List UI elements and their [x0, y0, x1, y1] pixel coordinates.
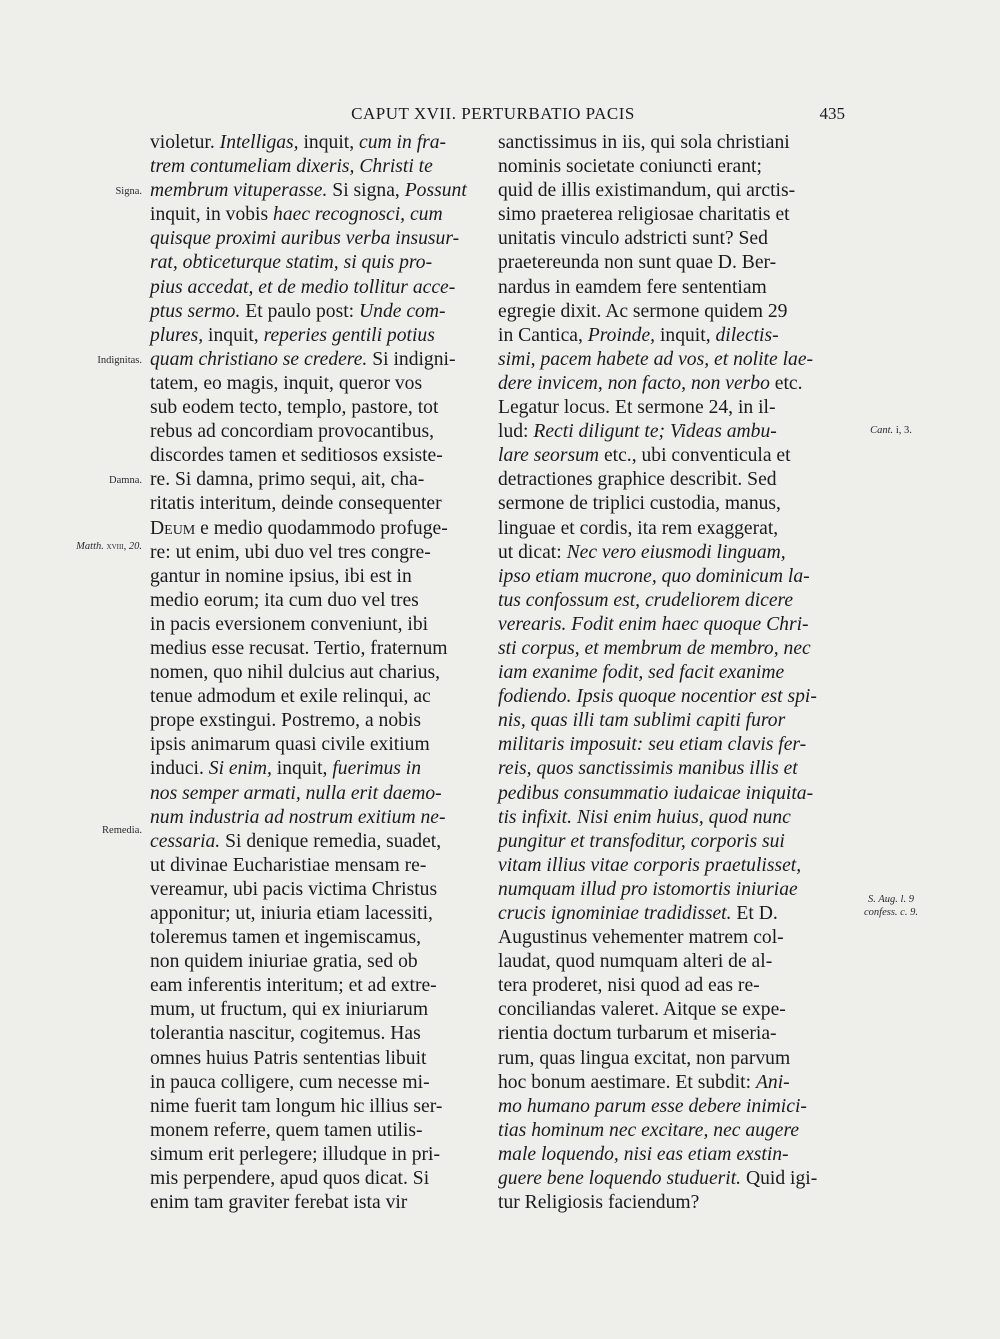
- text-segment: nardus in eamdem fere sententiam: [498, 276, 767, 298]
- marginal-note-line: [30, 475, 142, 486]
- text-line: [498, 902, 838, 926]
- italic-quotation: fuerimus in: [332, 758, 422, 780]
- text-segment: ut dicat:: [498, 541, 567, 563]
- text-line: [498, 131, 838, 155]
- italic-quotation: tus confossum est, crudeliorem dicere: [498, 589, 794, 611]
- text-segment: rebus ad concordiam provocantibus,: [150, 421, 435, 443]
- text-segment: discordes tamen et seditiosos exsiste-: [150, 445, 443, 467]
- text-segment: induci.: [150, 758, 209, 780]
- marginal-note-line: [846, 893, 936, 906]
- text-line: [150, 1119, 490, 1143]
- text-line: [498, 348, 838, 372]
- text-segment: etc., ubi conventicula et: [599, 445, 791, 467]
- text-line: [498, 733, 838, 757]
- italic-quotation: quisque proximi auribus verba insusur-: [150, 228, 460, 250]
- marginal-note-line: [846, 424, 936, 437]
- text-line: [498, 1071, 838, 1095]
- text-line: [150, 155, 490, 179]
- italic-quotation: vitam illius vitae corporis praetulisset,: [498, 854, 802, 876]
- marginal-note-text: Signa.: [115, 186, 142, 197]
- text-segment: Et D.: [731, 903, 778, 924]
- text-line: [498, 806, 838, 830]
- text-segment: detractiones graphice describit. Sed: [498, 469, 777, 491]
- text-segment: vereamur, ubi pacis victima Christus: [150, 878, 438, 900]
- text-line: [498, 1119, 838, 1143]
- text-line: [498, 444, 838, 468]
- italic-quotation: male loquendo, nisi eas etiam exstin-: [498, 1143, 789, 1165]
- text-line: [150, 806, 490, 830]
- italic-quotation: reis, quos sanctissimis manibus illis et: [498, 758, 798, 780]
- text-line: [498, 372, 838, 396]
- text-line: [498, 468, 838, 492]
- text-segment: apponitur; ut, iniuria etiam lacessiti,: [150, 903, 433, 924]
- text-column-right: [498, 131, 838, 1215]
- italic-quotation: verearis. Fodit enim haec quoque Chri-: [498, 613, 809, 635]
- italic-quotation: Nec vero eiusmodi linguam,: [566, 541, 786, 563]
- text-segment: simo praeterea religiosae charitatis et: [498, 204, 790, 226]
- text-line: [498, 854, 838, 878]
- text-line: [150, 372, 490, 396]
- italic-quotation: cessaria.: [150, 830, 221, 852]
- text-line: [150, 276, 490, 300]
- text-line: [150, 203, 490, 227]
- text-line: [150, 420, 490, 444]
- page-header: [0, 104, 1000, 128]
- text-segment: in Cantica,: [498, 324, 588, 346]
- italic-quotation: haec recognosci, cum: [273, 204, 443, 226]
- text-segment: prope exstingui. Postremo, a nobis: [150, 710, 422, 732]
- text-line: [150, 757, 490, 781]
- text-segment: etc.: [769, 372, 803, 394]
- text-line: [498, 1191, 838, 1215]
- text-line: [498, 685, 838, 709]
- italic-quotation: membrum vituperasse.: [150, 180, 328, 202]
- marginal-note-line: [30, 186, 142, 197]
- text-segment: Et paulo post:: [240, 300, 360, 322]
- italic-quotation: Intelligas,: [219, 132, 299, 153]
- marginal-note-text: 20.: [128, 541, 142, 552]
- marginal-note-text: S. Aug. l. 9: [868, 894, 914, 905]
- marginal-note-text: Cant.: [870, 425, 894, 436]
- small-caps-text: Deum: [150, 517, 196, 539]
- text-column-left: [150, 131, 490, 1215]
- text-line: [150, 926, 490, 950]
- text-segment: ut divinae Eucharistiae mensam re-: [150, 854, 427, 876]
- marginal-note: [30, 355, 142, 366]
- text-segment: sanctissimus in iis, qui sola christiani: [498, 132, 790, 153]
- text-line: [150, 517, 490, 541]
- text-line: [498, 203, 838, 227]
- text-line: [498, 396, 838, 420]
- text-segment: tenue admodum et exile relinqui, ac: [150, 686, 431, 708]
- italic-quotation: quam christiano se credere.: [150, 348, 368, 370]
- text-line: [150, 565, 490, 589]
- text-segment: in pauca colligere, cum necesse mi-: [150, 1071, 430, 1093]
- text-line: [498, 227, 838, 251]
- text-line: [150, 541, 490, 565]
- marginal-note: [30, 475, 142, 486]
- text-segment: Augustinus vehementer matrem col-: [498, 927, 784, 949]
- italic-quotation: Ani-: [755, 1071, 790, 1093]
- text-segment: medius esse recusat. Tertio, fraternum: [150, 637, 448, 659]
- marginal-note-line: [30, 825, 142, 836]
- text-line: [498, 565, 838, 589]
- text-line: [498, 1143, 838, 1167]
- italic-quotation: Proinde,: [587, 324, 656, 346]
- text-line: [150, 1047, 490, 1071]
- italic-quotation: dere invicem, non facto, non verbo: [498, 372, 770, 394]
- text-line: [498, 324, 838, 348]
- italic-quotation: tis infixit. Nisi enim huius, quod nunc: [498, 806, 791, 828]
- italic-quotation: fodiendo. Ipsis quoque nocentior est spi-: [498, 686, 817, 708]
- marginal-note: [846, 893, 936, 919]
- text-segment: Legatur locus. Et sermone 24, in il-: [498, 397, 776, 419]
- italic-quotation: guere bene loquendo studuerit.: [498, 1168, 742, 1190]
- text-segment: e medio quodammodo profuge-: [195, 517, 448, 539]
- italic-quotation: ipso etiam mucrone, quo dominicum la-: [498, 565, 810, 587]
- text-segment: mum, ut fructum, qui ex iniuriarum: [150, 999, 429, 1021]
- text-line: [150, 1095, 490, 1119]
- text-segment: tolerantia nascitur, cogitemus. Has: [150, 1023, 421, 1045]
- italic-quotation: pius accedat, et de medio tollitur acce-: [150, 276, 456, 298]
- text-line: [150, 733, 490, 757]
- text-line: [498, 517, 838, 541]
- italic-quotation: numquam illud pro istomortis iniuriae: [498, 878, 798, 900]
- text-segment: nime fuerit tam longum hic illius ser-: [150, 1095, 443, 1117]
- text-line: [498, 661, 838, 685]
- text-line: [150, 637, 490, 661]
- text-segment: inquit, in vobis: [150, 204, 274, 226]
- text-segment: mis perpendere, apud quos dicat. Si: [150, 1168, 430, 1190]
- text-line: [150, 974, 490, 998]
- italic-quotation: simi, pacem habete ad vos, et nolite lae-: [498, 348, 814, 370]
- italic-quotation: pungitur et transfoditur, corporis sui: [498, 830, 785, 852]
- italic-quotation: num industria ad nostrum exitium ne-: [150, 806, 446, 828]
- marginal-note-line: [846, 906, 936, 919]
- text-line: [498, 878, 838, 902]
- text-line: [150, 782, 490, 806]
- text-segment: omnes huius Patris sententias libuit: [150, 1047, 427, 1069]
- text-segment: hoc bonum aestimare. Et subdit:: [498, 1071, 756, 1093]
- text-line: [498, 1095, 838, 1119]
- text-line: [498, 782, 838, 806]
- marginal-note-text: confess. c. 9.: [864, 907, 918, 918]
- italic-quotation: militaris imposuit: seu etiam clavis fer-: [498, 734, 807, 756]
- text-segment: ritatis interitum, deinde consequenter: [150, 493, 442, 515]
- text-line: [498, 1022, 838, 1046]
- italic-quotation: tias hominum nec excitare, nec augere: [498, 1119, 800, 1141]
- marginal-note-line: [30, 355, 142, 366]
- text-segment: eam inferentis interitum; et ad extre-: [150, 975, 437, 997]
- text-segment: Si signa,: [327, 180, 405, 202]
- text-segment: rientia doctum turbarum et miseria-: [498, 1023, 777, 1045]
- text-line: [150, 300, 490, 324]
- text-segment: conciliandas valeret. Aitque se expe-: [498, 999, 786, 1021]
- text-line: [498, 637, 838, 661]
- text-segment: tatem, eo magis, inquit, queror vos: [150, 372, 423, 394]
- marginal-note: [30, 825, 142, 836]
- italic-quotation: sti corpus, et membrum de membro, nec: [498, 637, 811, 659]
- text-segment: ipsis animarum quasi civile exitium: [150, 734, 430, 756]
- text-segment: nomen, quo nihil dulcius aut charius,: [150, 662, 441, 684]
- italic-quotation: Unde com-: [359, 300, 446, 322]
- marginal-note-text: Remedia.: [102, 825, 142, 836]
- text-line: [498, 709, 838, 733]
- text-line: [498, 974, 838, 998]
- italic-quotation: mo humano parum esse debere inimici-: [498, 1095, 807, 1117]
- text-line: [498, 926, 838, 950]
- text-segment: laudat, quod numquam alteri de al-: [498, 951, 773, 973]
- text-segment: non quidem iniuriae gratia, sed ob: [150, 951, 418, 973]
- marginal-note: [30, 186, 142, 197]
- marginal-note-text: xviii,: [103, 541, 129, 552]
- text-line: [150, 348, 490, 372]
- text-segment: inquit,: [298, 132, 360, 153]
- running-title: CAPUT XVII. PERTURBATIO PACIS: [351, 104, 635, 123]
- italic-quotation: plures,: [150, 324, 204, 346]
- text-line: [150, 950, 490, 974]
- text-line: [498, 1047, 838, 1071]
- text-segment: inquit,: [203, 324, 264, 346]
- text-line: [498, 300, 838, 324]
- italic-quotation: ptus sermo.: [150, 300, 241, 322]
- text-line: [150, 1191, 490, 1215]
- text-segment: praetereunda non sunt quae D. Ber-: [498, 252, 777, 274]
- text-line: [150, 613, 490, 637]
- text-segment: re. Si damna, primo sequi, ait, cha-: [150, 469, 425, 491]
- text-line: [150, 1071, 490, 1095]
- text-segment: tur Religiosis faciendum?: [498, 1192, 700, 1214]
- italic-quotation: Si enim,: [208, 758, 272, 780]
- text-segment: rum, quas lingua excitat, non parvum: [498, 1047, 791, 1069]
- text-segment: Si denique remedia, suadet,: [220, 830, 442, 852]
- text-segment: lud:: [498, 421, 534, 443]
- italic-quotation: iam exanime fodit, sed facit exanime: [498, 662, 785, 684]
- text-line: [150, 1143, 490, 1167]
- italic-quotation: nis, quas illi tam sublimi capiti furor: [498, 710, 786, 732]
- text-line: [150, 830, 490, 854]
- text-line: [150, 468, 490, 492]
- text-segment: Quid igi-: [741, 1168, 818, 1190]
- text-line: [150, 396, 490, 420]
- marginal-note-text: i, 3.: [893, 425, 912, 436]
- text-segment: sermone de triplici custodia, manus,: [498, 493, 781, 515]
- text-segment: simum erit perlegere; illudque in pri-: [150, 1143, 441, 1165]
- text-line: [150, 251, 490, 275]
- italic-quotation: crucis ignominiae tradidisset.: [498, 903, 732, 924]
- text-line: [150, 324, 490, 348]
- text-segment: inquit,: [271, 758, 333, 780]
- text-segment: unitatis vinculo adstricti sunt? Sed: [498, 228, 768, 250]
- text-line: [150, 444, 490, 468]
- marginal-note-text: Matth.: [76, 541, 104, 552]
- italic-quotation: lare seorsum: [498, 445, 600, 467]
- italic-quotation: pedibus consummatio iudaicae iniquita-: [498, 782, 814, 804]
- text-line: [150, 492, 490, 516]
- text-segment: tera proderet, nisi quod ad eas re-: [498, 975, 760, 997]
- italic-quotation: trem contumeliam dixeris, Christi te: [150, 156, 433, 178]
- text-line: [498, 1167, 838, 1191]
- text-segment: sub eodem tecto, templo, pastore, tot: [150, 397, 439, 419]
- text-line: [150, 179, 490, 203]
- italic-quotation: dilectis-: [715, 324, 779, 346]
- text-line: [150, 998, 490, 1022]
- text-line: [150, 902, 490, 926]
- text-line: [150, 1167, 490, 1191]
- text-line: [498, 950, 838, 974]
- text-line: [498, 179, 838, 203]
- italic-quotation: nos semper armati, nulla erit daemo-: [150, 782, 442, 804]
- marginal-note: [846, 424, 936, 437]
- text-line: [498, 492, 838, 516]
- marginal-note-line: [30, 541, 142, 552]
- text-segment: enim tam graviter ferebat ista vir: [150, 1192, 408, 1214]
- text-line: [150, 685, 490, 709]
- text-line: [150, 854, 490, 878]
- text-line: [498, 155, 838, 179]
- text-line: [498, 420, 838, 444]
- text-segment: violetur.: [150, 132, 220, 153]
- text-segment: re: ut enim, ubi duo vel tres congre-: [150, 541, 431, 563]
- text-line: [150, 878, 490, 902]
- text-segment: nominis societate coniuncti erant;: [498, 156, 762, 178]
- text-segment: quid de illis existimandum, qui arctis-: [498, 180, 796, 202]
- text-line: [498, 613, 838, 637]
- text-segment: toleremus tamen et ingemiscamus,: [150, 927, 421, 949]
- italic-quotation: cum in fra-: [359, 132, 447, 153]
- text-line: [150, 131, 490, 155]
- text-line: [150, 661, 490, 685]
- text-line: [498, 757, 838, 781]
- text-line: [150, 589, 490, 613]
- text-segment: monem referre, quem tamen utilis-: [150, 1119, 423, 1141]
- text-line: [150, 227, 490, 251]
- text-line: [498, 830, 838, 854]
- text-segment: medio eorum; ita cum duo vel tres: [150, 589, 419, 611]
- text-line: [150, 709, 490, 733]
- text-segment: Si indigni-: [367, 348, 456, 370]
- text-segment: inquit,: [655, 324, 716, 346]
- text-line: [150, 1022, 490, 1046]
- text-line: [498, 276, 838, 300]
- page-number: 435: [819, 104, 845, 123]
- italic-quotation: Recti diligunt te; Videas ambu-: [533, 421, 777, 443]
- marginal-note: [30, 541, 142, 552]
- italic-quotation: Possunt: [404, 180, 467, 202]
- text-line: [498, 589, 838, 613]
- marginal-note-text: Damna.: [109, 475, 142, 486]
- italic-quotation: reperies gentili potius: [263, 324, 435, 346]
- text-segment: gantur in nomine ipsius, ibi est in: [150, 565, 412, 587]
- text-line: [498, 998, 838, 1022]
- text-segment: in pacis eversionem conveniunt, ibi: [150, 613, 429, 635]
- text-segment: linguae et cordis, ita rem exaggerat,: [498, 517, 779, 539]
- text-segment: egregie dixit. Ac sermone quidem 29: [498, 300, 788, 322]
- text-line: [498, 251, 838, 275]
- text-line: [498, 541, 838, 565]
- marginal-note-text: Indignitas.: [97, 355, 142, 366]
- italic-quotation: rat, obticeturque statim, si quis pro-: [150, 252, 433, 274]
